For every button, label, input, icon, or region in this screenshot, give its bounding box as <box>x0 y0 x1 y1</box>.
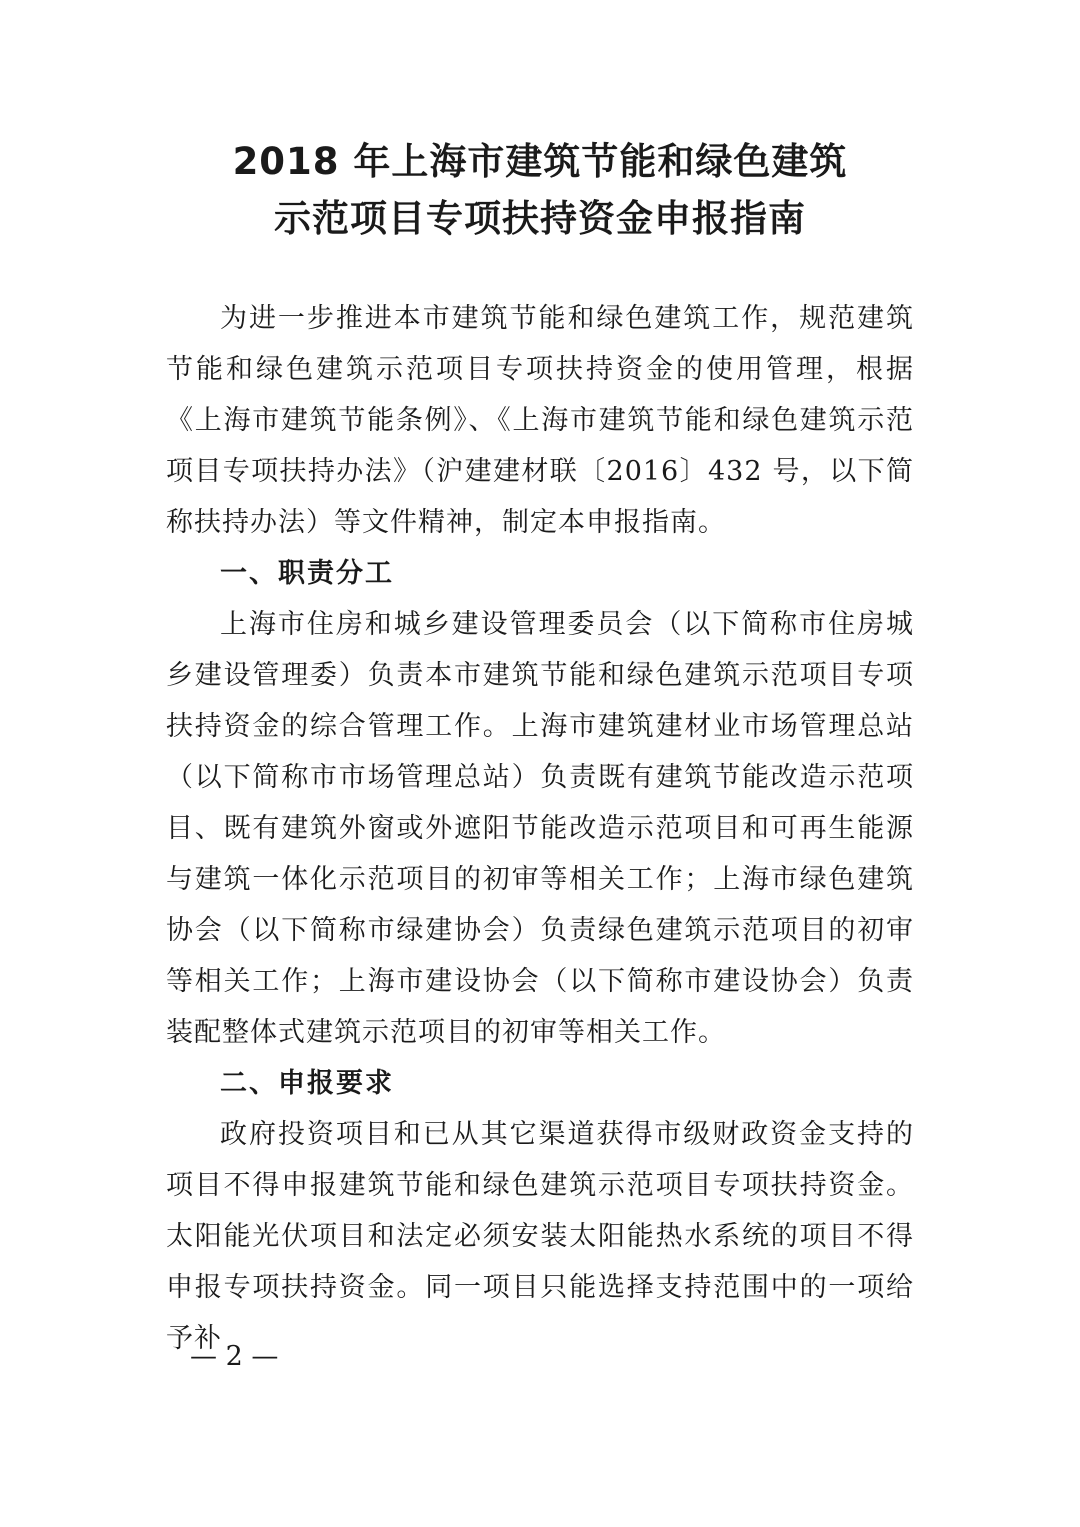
section-heading-requirements: 二、申报要求 <box>220 1068 394 1099</box>
document-body <box>166 293 914 1364</box>
intro-paragraph: 为进一步推进本市建筑节能和绿色建筑工作，规范建筑节能和绿色建筑示范项目专项扶持资金的使用管理，根据《上海市建筑节能条例》、《上海市建筑节能和绿色建筑示范项目专项扶持办法》（沪建建材联〔2016〕432 号，以下简称扶持办法）等文件精神，制定本申报指南。 <box>166 303 914 538</box>
section-paragraph-requirements: 政府投资项目和已从其它渠道获得市级财政资金支持的项目不得申报建筑节能和绿色建筑示范项目专项扶持资金。太阳能光伏项目和法定必须安装太阳能热水系统的项目不得申报专项扶持资金。同一项目只能选择支持范围中的一项给予补 <box>166 1119 914 1354</box>
document-title-line-1: 2018 年上海市建筑节能和绿色建筑 <box>232 140 848 183</box>
section-paragraph-responsibilities: 上海市住房和城乡建设管理委员会（以下简称市住房城乡建设管理委）负责本市建筑节能和绿色建筑示范项目专项扶持资金的综合管理工作。上海市建筑建材业市场管理总站（以下简称市市场管理总站）负责既有建筑节能改造示范项目、既有建筑外窗或外遮阳节能改造示范项目和可再生能源与建筑一体化示范项目的初审等相关工作；上海市绿色建筑协会（以下简称市绿建协会）负责绿色建筑示范项目的初审等相关工作；上海市建设协会（以下简称市建设协会）负责装配整体式建筑示范项目的初审等相关工作。 <box>166 609 914 1048</box>
page-number: — 2 — <box>190 1341 279 1372</box>
section-heading-responsibilities: 一、职责分工 <box>220 558 394 589</box>
document-title-line-2: 示范项目专项扶持资金申报指南 <box>274 197 806 240</box>
